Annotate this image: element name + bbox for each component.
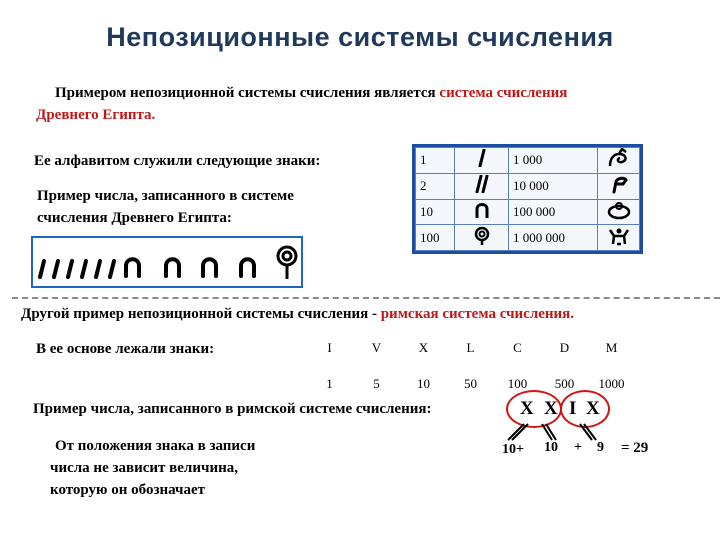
table-row (416, 148, 640, 174)
table-cell-value: 1 000 (509, 148, 598, 174)
egyptian-number-sample (31, 236, 303, 288)
stroke-glyph-icon (455, 148, 509, 174)
roman-letter: M (605, 340, 618, 355)
roman-letter: C (513, 340, 522, 355)
double-stroke-glyph-icon (455, 173, 509, 199)
roman-letter: I (327, 340, 332, 355)
finger-glyph-icon (598, 173, 640, 199)
table-cell-value: 2 (416, 173, 455, 199)
arch-glyph-icon (455, 199, 509, 225)
egypt-example-label-line1: Пример числа, записанного в системе (37, 188, 294, 204)
table-cell-value: 1 (416, 148, 455, 174)
table-cell-value: 100 (416, 225, 455, 251)
calc-term: 10 (544, 440, 558, 455)
note-line3: которую он обозначает (50, 482, 206, 498)
roman-intro (21, 304, 574, 325)
intro-highlight-1: система счисления (439, 85, 568, 101)
calc-term: 9 (597, 440, 604, 455)
calc-operator: + (574, 440, 582, 455)
egyptian-symbols-table (412, 144, 643, 254)
roman-value: 5 (373, 376, 380, 391)
intro-highlight-2: Древнего Египта. (36, 107, 156, 123)
page-title: Непозиционные системы счисления (106, 22, 614, 52)
roman-value: 50 (464, 376, 477, 391)
coil-glyph-icon (455, 225, 509, 251)
roman-numerals-table (306, 334, 635, 398)
roman-example-letter: X (544, 398, 558, 419)
table-row (416, 225, 640, 251)
table-row (416, 199, 640, 225)
table-row (416, 173, 640, 199)
alphabet-label: Ее алфавитом служили следующие знаки: (34, 153, 321, 169)
roman-example-label: Пример числа, записанного в римской системе счисления: (33, 401, 432, 417)
roman-value: 100 (507, 376, 528, 391)
table-cell-value: 10 000 (509, 173, 598, 199)
calc-result: = 29 (621, 440, 649, 456)
intro-line1 (55, 83, 567, 104)
lotus-glyph-icon (598, 148, 640, 174)
roman-value: 1 (326, 376, 333, 391)
note-line1: От положения знака в записи (55, 438, 256, 454)
roman-value: 500 (554, 376, 575, 391)
roman-letter: D (559, 340, 570, 355)
section-divider (12, 297, 720, 299)
roman-basis-label: В ее основе лежали знаки: (36, 341, 215, 357)
roman-example-letter: X (520, 398, 534, 419)
frog-glyph-icon (598, 199, 640, 225)
calc-term: 10+ (502, 442, 524, 457)
table-cell-value: 100 000 (509, 199, 598, 225)
roman-letter: L (466, 340, 475, 355)
table-row (306, 334, 635, 362)
table-cell-value: 10 (416, 199, 455, 225)
roman-example-letter: X (586, 398, 600, 419)
roman-value: 1000 (598, 376, 625, 391)
table-cell-value: 1 000 000 (509, 225, 598, 251)
kneeling-figure-glyph-icon (598, 225, 640, 251)
roman-intro-highlight: римская система счисления. (380, 306, 575, 322)
note-line2: числа не зависит величина, (50, 460, 238, 476)
roman-value: 10 (417, 376, 430, 391)
roman-example-letter: I (569, 398, 577, 419)
roman-letter: X (418, 340, 429, 355)
roman-letter: V (371, 340, 382, 355)
egypt-example-label-line2: счисления Древнего Египта: (37, 210, 232, 226)
intro-text: Примером непозиционной системы счисления является (55, 85, 440, 101)
roman-intro-text: Другой пример непозиционной системы счисления - (21, 306, 381, 322)
